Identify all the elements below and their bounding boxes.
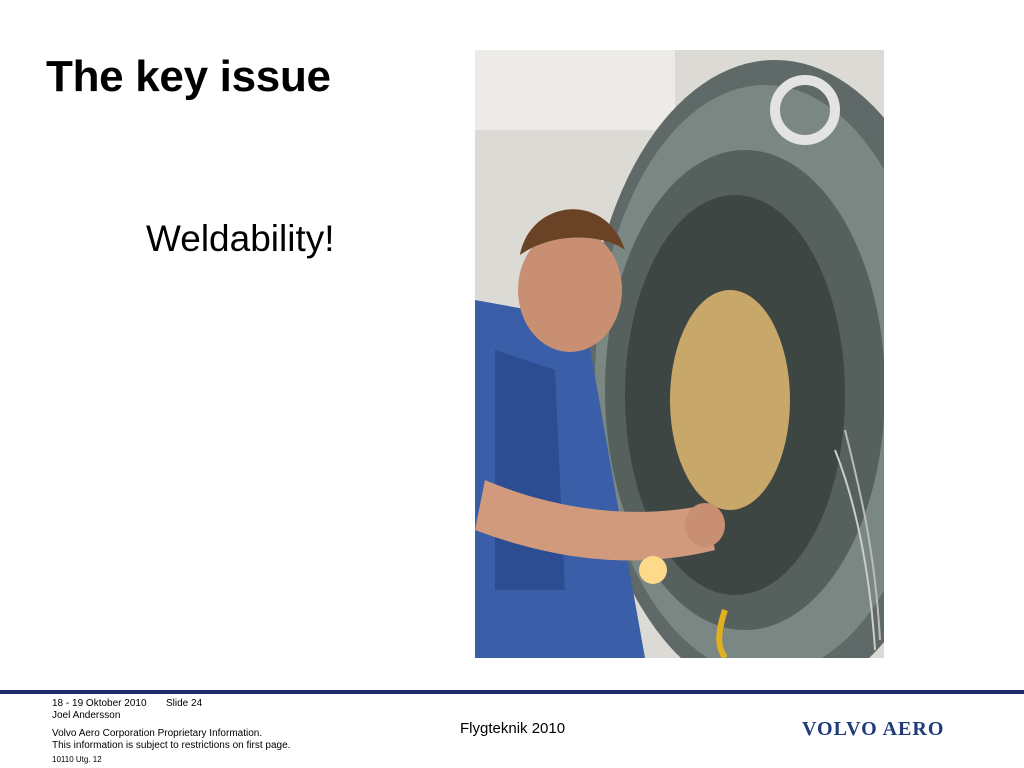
footer-proprietary-line1: Volvo Aero Corporation Proprietary Information. [52,728,263,739]
footer-author: Joel Andersson [52,710,121,721]
footer-rule [0,690,1024,694]
bullet-text: Weldability! [146,218,335,259]
volvo-aero-logo: VOLVO AERO [802,718,945,740]
footer-proprietary-line2: This information is subject to restrictions on first page. [52,740,291,751]
footer-date: 18 - 19 Oktober 2010 [52,698,147,709]
footer-doc-code: 10110 Utg. 12 [52,755,102,764]
footer-slide-number: Slide 24 [166,698,203,709]
slide-title: The key issue [46,52,331,101]
footer-event: Flygteknik 2010 [460,720,566,737]
technician-engine-photo [475,50,884,658]
